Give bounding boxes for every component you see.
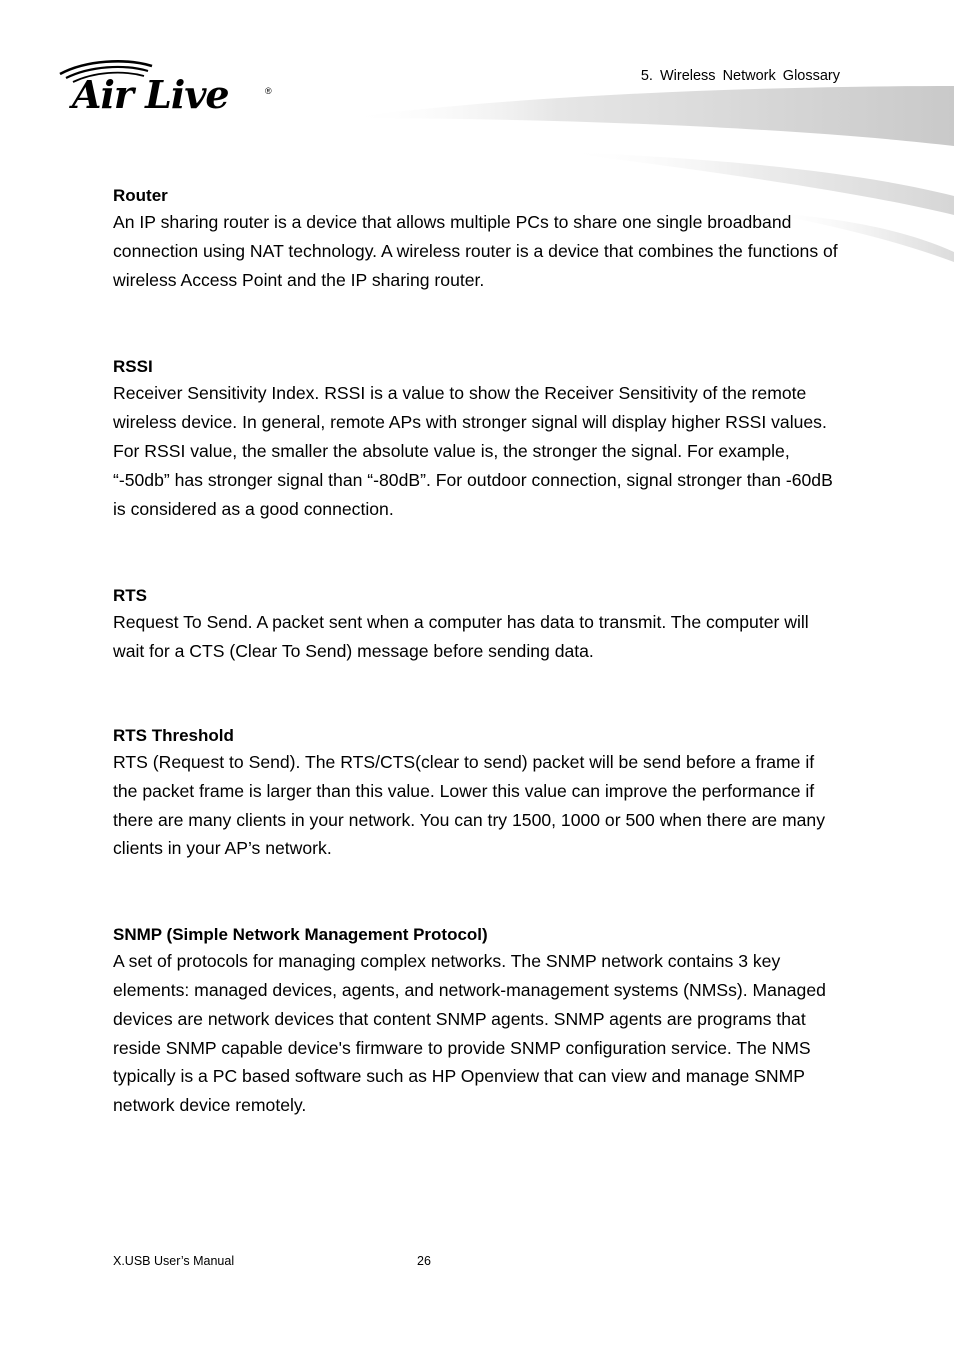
glossary-entry-rts [113, 583, 838, 666]
entry-title: Router [113, 186, 168, 205]
entry-body: An IP sharing router is a device that allows multiple PCs to share one single broadband connection using NAT technology. A wireless router is a device that combines the functions of wireless Access Point and the IP sharing router. [113, 212, 838, 290]
entry-body: Receiver Sensitivity Index. RSSI is a value to show the Receiver Sensitivity of the remote wireless device. In general, remote APs with stronger signal will display higher RSSI values. For RSSI value, the smaller the absolute value is, the stronger the signal. For example, “-50db” has stronger signal than “-80dB”. For outdoor connection, signal stronger than -60dB is considered as a good connection. [113, 383, 833, 519]
glossary-content [113, 183, 838, 1120]
glossary-entry-router [113, 183, 838, 294]
entry-body: Request To Send. A packet sent when a computer has data to transmit. The computer will wait for a CTS (Clear To Send) message before sending data. [113, 612, 809, 662]
footer-manual-name: X.USB User’s Manual [113, 1254, 235, 1268]
entry-body: A set of protocols for managing complex networks. The SNMP network contains 3 key elements: managed devices, agents, and network-management systems (NMSs). Managed devices are network devices that content SNMP agents. SNMP agents are programs that reside SNMP capable device's firmware to provide SNMP configuration service. The NMS typically is a PC based software such as HP Openview that can view and manage SNMP network device remotely. [113, 951, 826, 1116]
entry-title: RSSI [113, 357, 153, 377]
airlive-logo [56, 58, 286, 128]
glossary-entry-rts-threshold [113, 723, 838, 863]
entry-title: RTS Threshold [113, 725, 234, 745]
page-number: 26 [417, 1254, 431, 1268]
entry-body: RTS (Request to Send). The RTS/CTS(clear to send) packet will be send before a frame if the packet frame is larger than this value. Lower this value can improve the performance if there are many clients in your network. You can try 1500, 1000 or 500 when there are many clients in your AP’s network. [113, 751, 825, 859]
glossary-entry-rssi [113, 354, 838, 523]
running-head: 5. Wireless Network Glossary [640, 68, 840, 84]
glossary-entry-snmp [113, 922, 838, 1120]
logo-wordmark: Air Live [72, 72, 229, 117]
entry-title: RTS [113, 586, 147, 606]
registered-mark: ® [265, 86, 272, 96]
entry-title: SNMP (Simple Network Management Protocol) [113, 925, 488, 945]
